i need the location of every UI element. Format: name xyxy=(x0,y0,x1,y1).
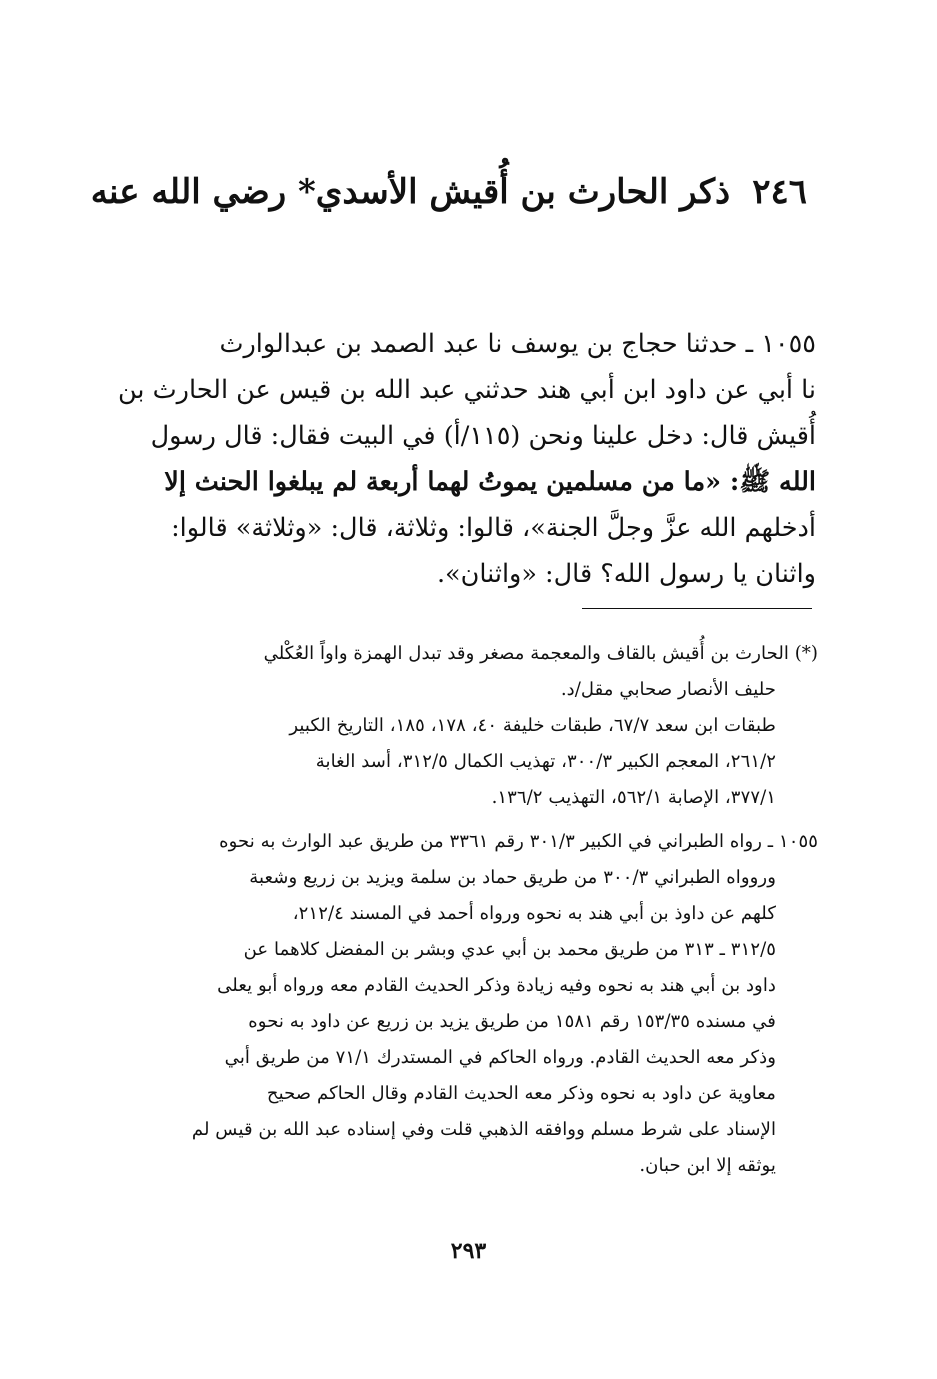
hadith-text xyxy=(118,321,816,597)
footnote-line: ٣١٢/٥ ـ ٣١٣ من طريق محمد بن أبي عدي وبشر بن المفضل كلاهما عن xyxy=(243,939,776,960)
footnotes xyxy=(138,636,818,1184)
hadith-line: نا أبي عن داود ابن أبي هند حدثني عبد الله بن قيس عن الحارث بن xyxy=(118,375,816,405)
footnote-separator xyxy=(582,608,812,609)
page-number: ٢٩٣ xyxy=(450,1238,487,1264)
footnote-line: طبقات ابن سعد ٦٧/٧، طبقات خليفة ٤٠، ١٧٨، ١٨٥، التاريخ الكبير xyxy=(289,715,776,736)
hadith-line: واثنان يا رسول الله؟ قال: «واثنان». xyxy=(436,559,816,589)
footnote-line: كلهم عن داوذ بن أبي هند به نحوه ورواه أحمد في المسند ٢١٢/٤، xyxy=(292,903,776,924)
footnote-line: يوثقه إلا ابن حبان. xyxy=(639,1155,776,1176)
hadith-line: ١٠٥٥ ـ حدثنا حجاج بن يوسف نا عبد الصمد بن عبدالوارث xyxy=(219,329,816,359)
hadith-line: الله ﷺ: «ما من مسلمين يموتُ لهما أربعة لم يبلغوا الحنث إلا xyxy=(164,467,816,497)
chapter-number: ٢٤٦ xyxy=(752,172,807,212)
hadith-line: أدخلهم الله عزَّ وجلَّ الجنة»، قالوا: وثلاثة، قال: «وثلاثة» قالوا: xyxy=(171,513,816,543)
footnote-line: حليف الأنصار صحابي مقل/د. xyxy=(560,679,776,700)
hadith-line: أُقيش قال: دخل علينا ونحن (١١٥/أ) في البيت فقال: قال رسول xyxy=(150,421,816,451)
footnote-line: وروواه الطبراني ٣٠٠/٣ من طريق حماد بن سلمة ويزيد بن زريع وشعبة xyxy=(249,867,776,888)
footnote-line: ١٠٥٥ ـ رواه الطبراني في الكبير ٣٠١/٣ رقم ٣٣٦١ من طريق عبد الوارث به نحوه xyxy=(219,831,818,852)
biography-footnote xyxy=(138,636,818,816)
footnote-line: الإسناد على شرط مسلم ووافقه الذهبي قلت وفي إسناده عبد الله بن قيس لم xyxy=(191,1119,776,1140)
chapter-title: ذكر الحارث بن أُقيش الأسدي* رضي الله عنه xyxy=(90,172,731,212)
footnote-line: داود بن أبي هند به نحوه وفيه زيادة وذكر الحديث القادم معه ورواه أبو يعلى xyxy=(217,975,776,996)
footnote-line: ٣٧٧/١، الإصابة ٥٦٢/١، التهذيب ١٣٦/٢. xyxy=(491,787,776,808)
footnote-line: معاوية عن داود به نحوه وذكر معه الحديث القادم وقال الحاكم صحيح xyxy=(266,1083,776,1104)
footnote-line: في مسنده ١٥٣/٣٥ رقم ١٥٨١ من طريق يزيد بن زريع عن داود به نحوه xyxy=(248,1011,776,1032)
footnote-line: وذكر معه الحديث القادم. ورواه الحاكم في المستدرك ٧١/١ من طريق أبي xyxy=(224,1047,776,1068)
chapter-heading xyxy=(90,168,807,216)
footnote-line: (*) الحارث بن أُقيش بالقاف والمعجمة مصغر وقد تبدل الهمزة واواً العُكْلي xyxy=(263,643,818,664)
takhrij-footnote xyxy=(138,824,818,1184)
footnote-line: ٢٦١/٢، المعجم الكبير ٣٠٠/٣، تهذيب الكمال ٣١٢/٥، أسد الغابة xyxy=(315,751,776,772)
